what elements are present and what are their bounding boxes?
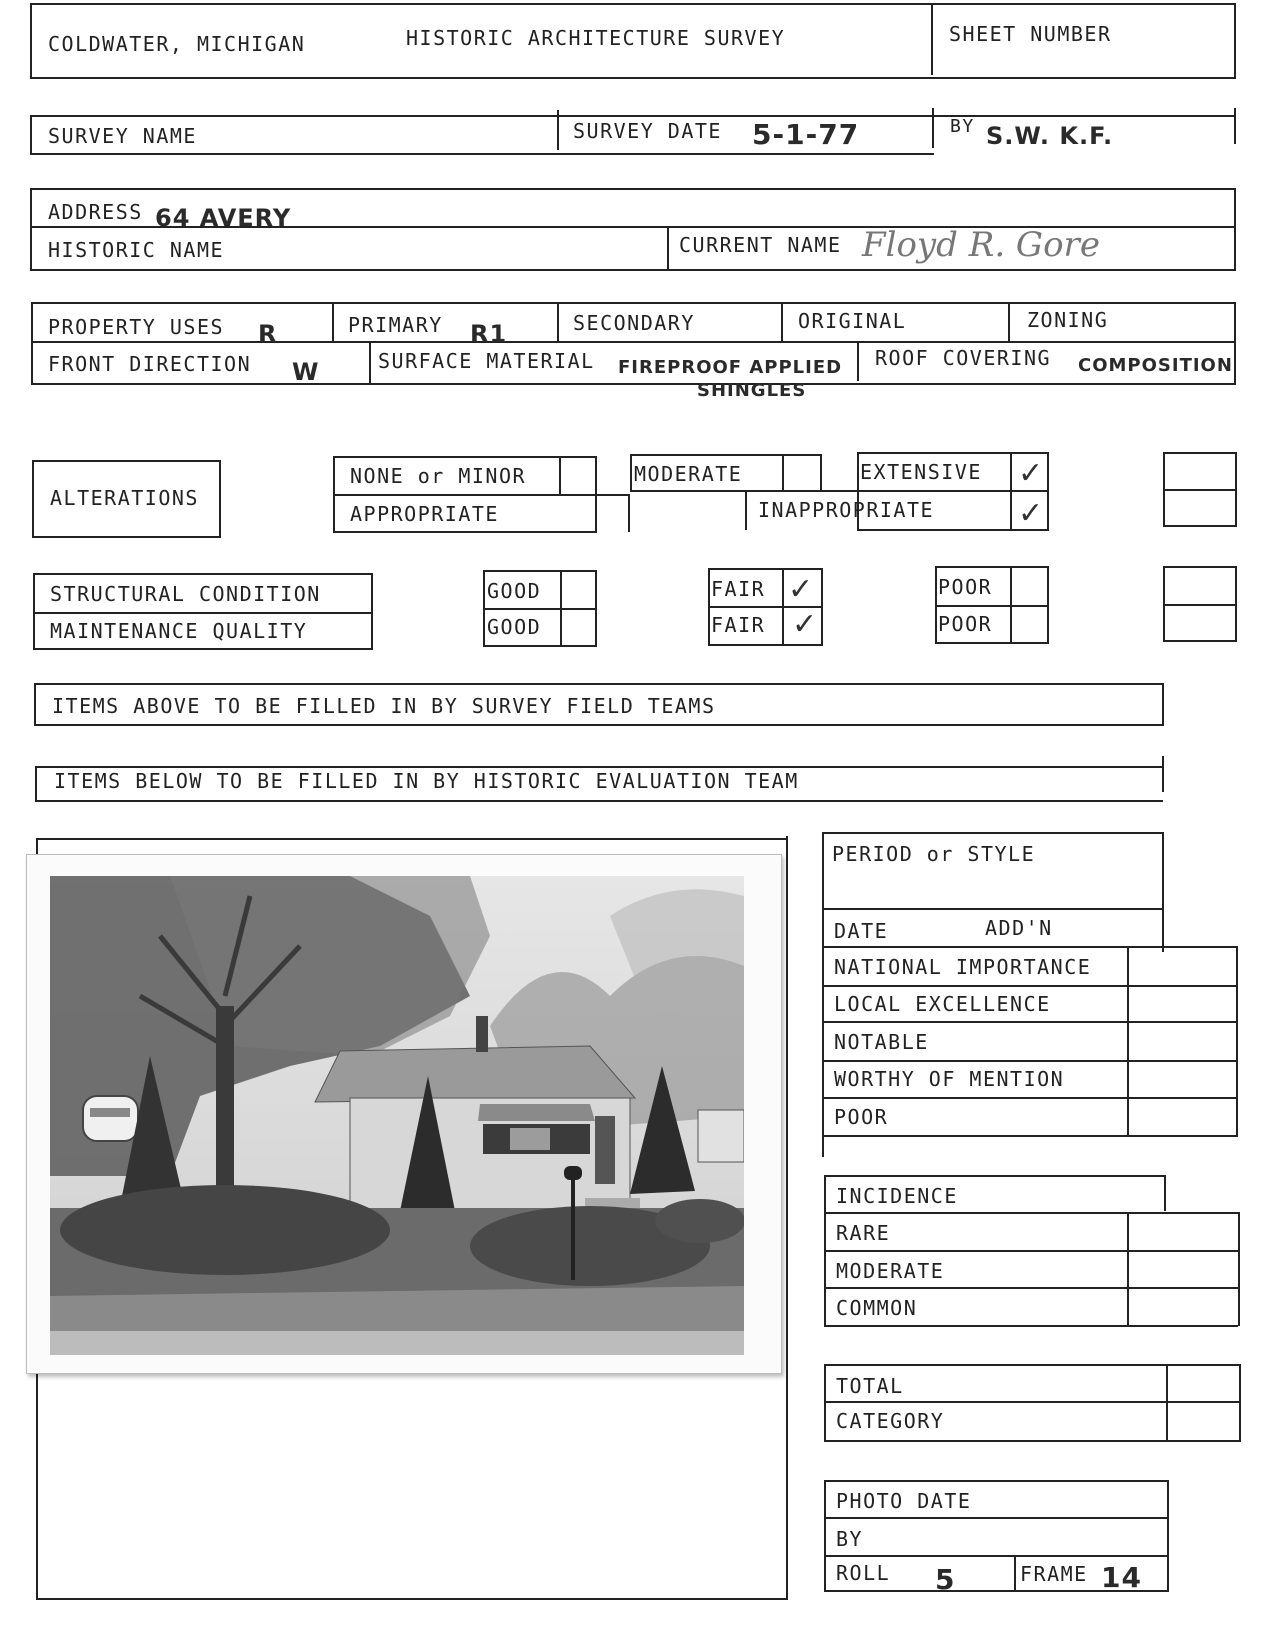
- roof-covering-value: COMPOSITION: [1078, 355, 1233, 376]
- surface-material-value-2: SHINGLES: [697, 380, 807, 401]
- incidence-row-0: RARE: [836, 1221, 891, 1245]
- surface-material-value: FIREPROOF APPLIED: [618, 357, 843, 378]
- roll-label: ROLL: [836, 1561, 891, 1585]
- surface-material-label: SURFACE MATERIAL: [378, 349, 595, 373]
- frame-label: FRAME: [1020, 1562, 1088, 1586]
- category-label: CATEGORY: [836, 1409, 945, 1433]
- roll-value: 5: [935, 1563, 956, 1596]
- incidence-row-2: COMMON: [836, 1296, 918, 1320]
- maintenance-poor: POOR: [938, 612, 993, 636]
- front-direction-label: FRONT DIRECTION: [48, 352, 252, 376]
- eval-addn-label: ADD'N: [985, 916, 1053, 940]
- property-uses-value: R: [258, 320, 278, 348]
- survey-date-label: SURVEY DATE: [573, 119, 722, 143]
- structural-poor: POOR: [938, 575, 993, 599]
- historic-name-label: HISTORIC NAME: [48, 238, 225, 262]
- surveyed-by-value: S.W. K.F.: [986, 122, 1114, 150]
- alt-moderate: MODERATE: [634, 462, 743, 486]
- form-title: HISTORIC ARCHITECTURE SURVEY: [406, 26, 786, 50]
- maintenance-fair-check: ✓: [792, 607, 818, 642]
- alt-inappropriate: INAPPROPRIATE: [758, 498, 935, 522]
- sheet-number-label: SHEET NUMBER: [949, 22, 1112, 46]
- survey-name-label: SURVEY NAME: [48, 124, 197, 148]
- maintenance-quality-label: MAINTENANCE QUALITY: [50, 619, 308, 643]
- front-direction-value: W: [292, 358, 320, 386]
- alt-extensive: EXTENSIVE: [860, 460, 982, 484]
- structural-condition-label: STRUCTURAL CONDITION: [50, 582, 321, 606]
- address-value: 64 AVERY: [155, 204, 292, 232]
- photo-by-label: BY: [836, 1527, 864, 1551]
- current-name-signature: Floyd R. Gore: [862, 225, 1100, 265]
- alt-none-minor: NONE or MINOR: [350, 464, 527, 488]
- alt-appropriate: APPROPRIATE: [350, 502, 499, 526]
- alt-inappropriate-check: ✓: [1018, 496, 1044, 531]
- alterations-label: ALTERATIONS: [50, 486, 199, 510]
- eval-row-4: POOR: [834, 1105, 889, 1129]
- notes-above: ITEMS ABOVE TO BE FILLED IN BY SURVEY FIELD TEAMS: [52, 694, 716, 718]
- survey-date-value: 5-1-77: [752, 118, 860, 151]
- frame-value: 14: [1101, 1561, 1142, 1594]
- maintenance-fair: FAIR: [711, 613, 766, 637]
- alt-extensive-check: ✓: [1018, 456, 1044, 491]
- roof-covering-label: ROOF COVERING: [875, 346, 1052, 370]
- eval-row-2: NOTABLE: [834, 1030, 929, 1054]
- property-uses-label: PROPERTY USES: [48, 315, 225, 339]
- primary-label: PRIMARY: [348, 313, 443, 337]
- eval-row-0: NATIONAL IMPORTANCE: [834, 955, 1092, 979]
- total-label: TOTAL: [836, 1374, 904, 1398]
- maintenance-good: GOOD: [487, 615, 542, 639]
- original-label: ORIGINAL: [798, 309, 907, 333]
- eval-date-label: DATE: [834, 919, 889, 943]
- zoning-label: ZONING: [1027, 308, 1109, 332]
- eval-row-3: WORTHY OF MENTION: [834, 1067, 1065, 1091]
- house-photograph: [50, 876, 744, 1355]
- structural-fair: FAIR: [711, 577, 766, 601]
- photo-date-label: PHOTO DATE: [836, 1489, 972, 1513]
- incidence-label: INCIDENCE: [836, 1184, 958, 1208]
- notes-below: ITEMS BELOW TO BE FILLED IN BY HISTORIC EVALUATION TEAM: [54, 769, 799, 793]
- surveyed-by-label: BY: [950, 116, 975, 137]
- primary-value: R1: [470, 320, 508, 348]
- incidence-row-1: MODERATE: [836, 1259, 945, 1283]
- address-label: ADDRESS: [48, 200, 143, 224]
- city-label: COLDWATER, MICHIGAN: [48, 32, 306, 56]
- current-name-label: CURRENT NAME: [679, 233, 842, 257]
- eval-row-1: LOCAL EXCELLENCE: [834, 992, 1051, 1016]
- structural-good: GOOD: [487, 579, 542, 603]
- secondary-label: SECONDARY: [573, 311, 695, 335]
- structural-fair-check: ✓: [788, 572, 814, 607]
- period-style-label: PERIOD or STYLE: [832, 842, 1036, 866]
